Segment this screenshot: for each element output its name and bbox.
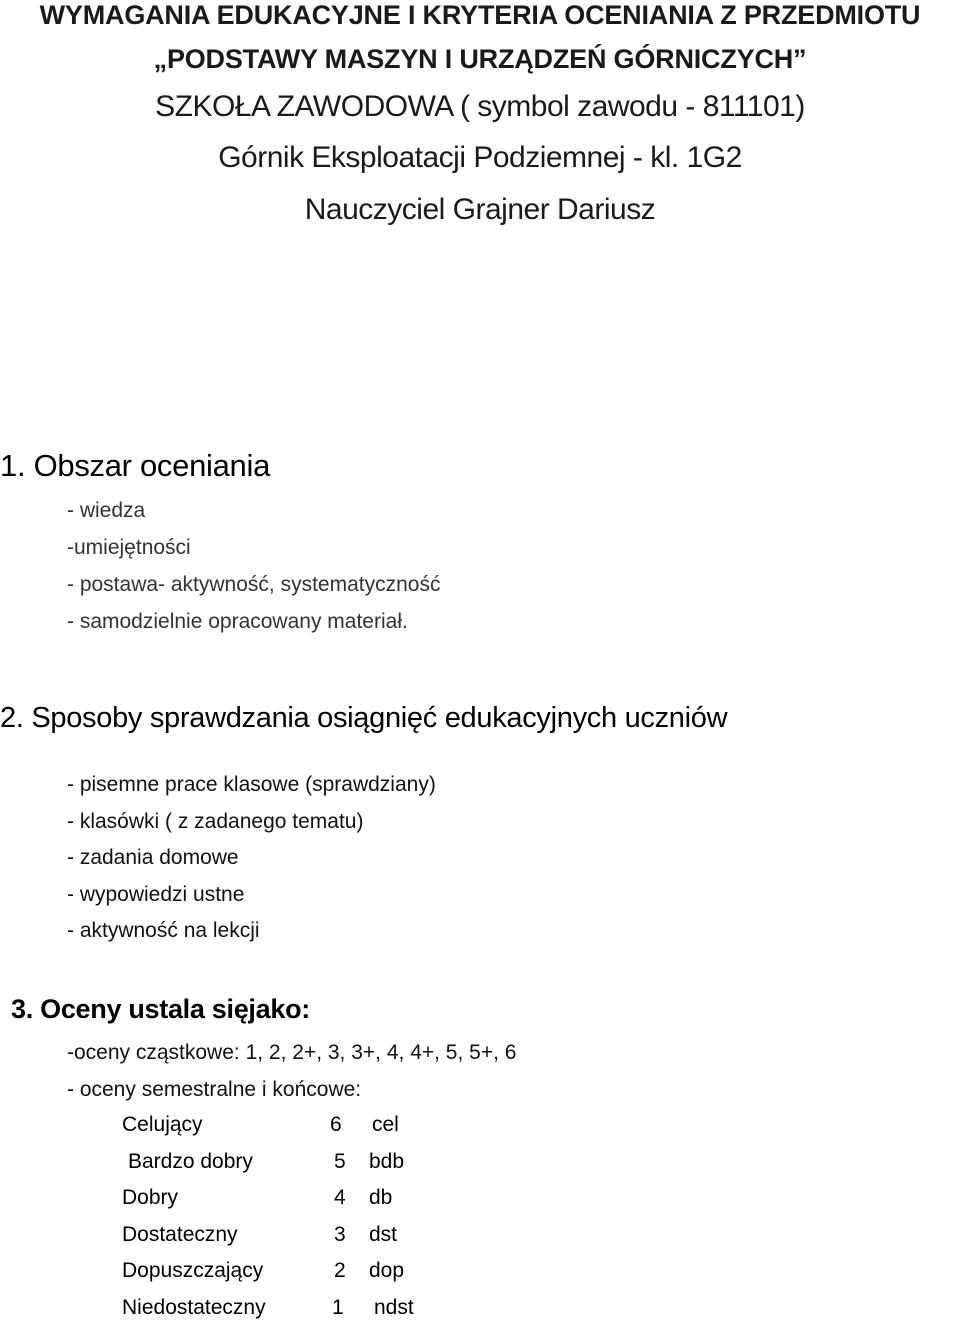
grade-name: Dopuszczający [122,1258,263,1284]
grade-abbr: dst [369,1222,397,1248]
list-item: - samodzielnie opracowany materiał. [67,609,440,646]
grade-name: Bardzo dobry [128,1149,253,1175]
grade-value: 2 [334,1258,346,1284]
grade-abbr: dop [369,1258,404,1284]
grade-name: Niedostateczny [122,1295,266,1321]
section3-title: 3. Oceny ustala sięjako: [11,994,310,1025]
grade-name: Celujący [122,1112,203,1138]
list-item: -umiejętności [67,535,440,572]
grade-abbr: cel [372,1112,399,1138]
list-item: - wiedza [67,498,440,535]
grade-abbr: ndst [374,1295,414,1321]
grade-value: 3 [334,1222,346,1248]
grade-value: 5 [334,1149,346,1175]
grade-row-niedostateczny [122,1295,522,1331]
list-item: - pisemne prace klasowe (sprawdziany) [67,772,436,809]
grade-name: Dobry [122,1185,178,1211]
section2-list [67,772,436,955]
list-item: -oceny cząstkowe: 1, 2, 2+, 3, 3+, 4, 4+, 5, 5+, 6 [67,1040,516,1077]
section3-list [67,1040,516,1113]
grade-row-dopuszczajacy [122,1258,522,1295]
grade-row-bardzo-dobry [122,1149,522,1186]
grade-row-celujacy [122,1112,522,1149]
grade-abbr: db [369,1185,392,1211]
grade-value: 4 [334,1185,346,1211]
grades-table [122,1112,522,1331]
grade-value: 1 [332,1295,344,1321]
list-item: - zadania domowe [67,845,436,882]
class-line: Górnik Eksploatacji Podziemnej - kl. 1G2 [0,141,960,175]
grade-row-dostateczny [122,1222,522,1259]
section1-list [67,498,440,646]
teacher-line: Nauczyciel Grajner Dariusz [0,193,960,227]
list-item: - wypowiedzi ustne [67,882,436,919]
document-title-line1: WYMAGANIA EDUKACYJNE I KRYTERIA OCENIANIA Z PRZEDMIOTU [0,0,960,31]
grade-abbr: bdb [369,1149,404,1175]
list-item: - aktywność na lekcji [67,918,436,955]
school-line: SZKOŁA ZAWODOWA ( symbol zawodu - 811101) [0,90,960,124]
list-item: - klasówki ( z zadanego tematu) [67,809,436,846]
list-item: - oceny semestralne i końcowe: [67,1077,516,1114]
grade-row-dobry [122,1185,522,1222]
section2-title: 2. Sposoby sprawdzania osiągnięć edukacyjnych uczniów [0,702,727,735]
list-item: - postawa- aktywność, systematyczność [67,572,440,609]
grade-value: 6 [330,1112,342,1138]
section1-title: 1. Obszar oceniania [0,448,270,484]
document-title-line2: „PODSTAWY MASZYN I URZĄDZEŃ GÓRNICZYCH” [0,44,960,75]
grade-name: Dostateczny [122,1222,238,1248]
